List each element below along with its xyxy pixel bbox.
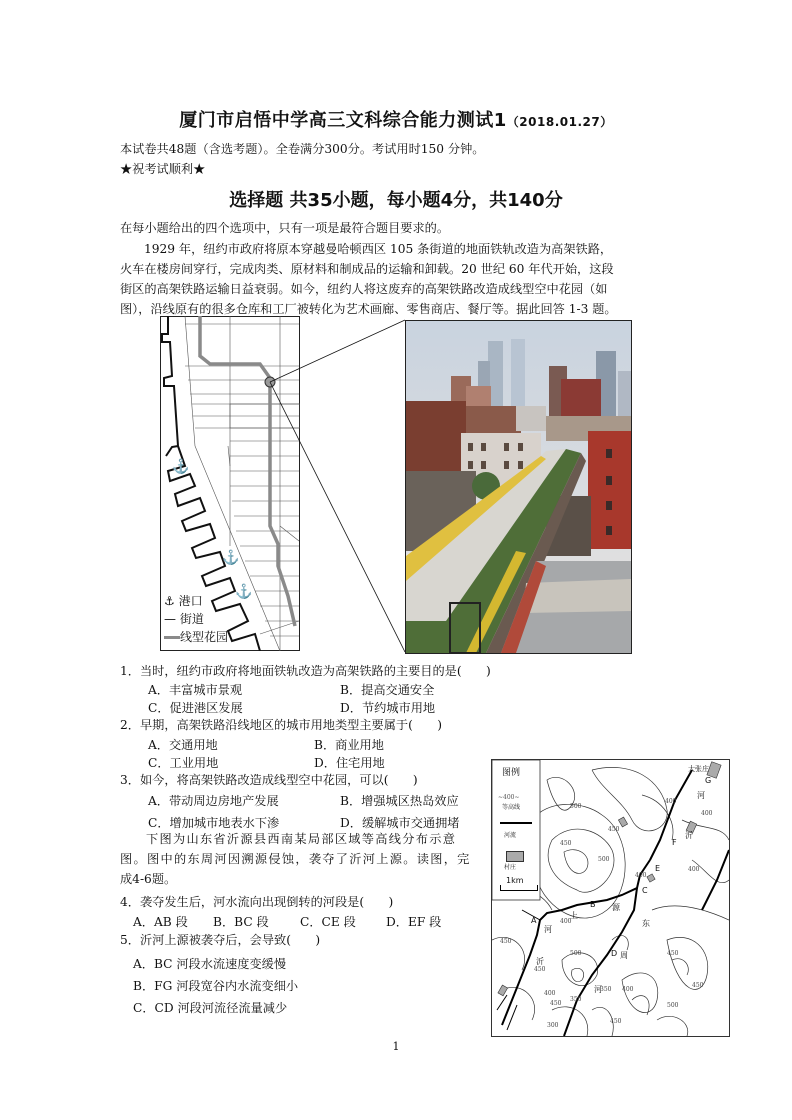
legend-item-port: ⚓ 港口 <box>164 594 203 608</box>
legend-river-label: 河流 <box>504 832 517 839</box>
title-text: 厦门市启悟中学高三文科综合能力测试1 <box>179 110 507 131</box>
contour-label: 450 <box>550 1000 562 1007</box>
section-instruction: 在每小题给出的四个选项中，只有一项是最符合题目要求的。 <box>120 221 450 235</box>
contour-label: 400 <box>665 798 677 805</box>
question-5-stem: 5．沂河上源被袭夺后，会导致( ) <box>120 933 321 947</box>
village-name: 大张庄 <box>688 765 709 773</box>
contour-map-svg <box>492 760 729 1036</box>
point-b: B <box>590 900 596 909</box>
point-f: F <box>672 838 677 847</box>
question-3-option-b[interactable]: B．增强城区热岛效应 <box>340 794 459 808</box>
question-2-option-a[interactable]: A．交通用地 <box>148 738 218 752</box>
contour-label: 400 <box>635 872 647 879</box>
point-d: D <box>611 949 618 958</box>
contour-label: 500 <box>570 803 582 810</box>
contour-label: 350 <box>600 986 612 993</box>
contour-label: 450 <box>608 826 620 833</box>
high-line-photo <box>405 320 632 654</box>
legend-title: 图例 <box>502 768 521 778</box>
question-3-option-d[interactable]: D．缓解城市交通拥堵 <box>340 816 460 830</box>
contour-label: 450 <box>500 938 512 945</box>
passage-2-line: 成4-6题。 <box>120 872 177 886</box>
contour-label: 400 <box>701 810 713 817</box>
street-line-icon: — <box>164 612 176 626</box>
river-label: 东 <box>642 919 650 928</box>
question-2-option-b[interactable]: B．商业用地 <box>314 738 384 752</box>
river-label: 沂 <box>685 831 693 840</box>
title-date: （2018.01.27） <box>506 115 613 129</box>
question-5-option-b[interactable]: B．FG 河段宽谷内水流变细小 <box>133 979 299 993</box>
photo-illustration <box>406 321 631 653</box>
river-icon <box>500 822 532 824</box>
contour-label: 450 <box>534 966 546 973</box>
point-c: C <box>642 886 648 895</box>
river-label: 周 <box>620 951 628 960</box>
legend-village-label: 村庄 <box>504 864 517 871</box>
question-1-option-b[interactable]: B．提高交通安全 <box>340 683 435 697</box>
exam-info: 本试卷共48题（含选考题）。全卷满分300分。考试用时150 分钟。 <box>120 142 485 156</box>
contour-icon: ~400~ <box>498 794 520 801</box>
question-4-option-d[interactable]: D．EF 段 <box>386 915 442 929</box>
passage-2-line: 下图为山东省沂源县西南某局部区域等高线分布示意 <box>146 832 457 846</box>
contour-label: 300 <box>547 1022 559 1029</box>
passage-1 <box>120 239 680 319</box>
question-2-option-c[interactable]: C．工业用地 <box>148 756 219 770</box>
section-title: 选择题 共35小题，每小题4分，共140分 <box>229 190 563 211</box>
svg-text:⚓: ⚓ <box>235 584 253 600</box>
point-a: A <box>531 916 537 925</box>
svg-text:⚓: ⚓ <box>172 459 190 475</box>
garden-line-icon <box>164 636 180 639</box>
contour-label: 350 <box>570 996 582 1003</box>
river-label: 上 <box>570 911 578 920</box>
contour-map <box>491 759 730 1037</box>
anchor-icon: ⚓ <box>164 594 175 608</box>
contour-label: 500 <box>598 856 610 863</box>
river-label: 源 <box>612 903 620 912</box>
scale-bar <box>500 885 538 891</box>
exam-wish: ★祝考试顺利★ <box>120 162 206 176</box>
passage-1-line: 火车在楼房间穿行，完成肉类、原材料和制成品的运输和卸载。20 世纪 60 年代开始，这段 <box>120 262 614 276</box>
question-1-option-a[interactable]: A．丰富城市景观 <box>148 683 243 697</box>
passage-1-line: 街区的高架铁路运输日益衰弱。如今，纽约人将这废弃的高架铁路改造成线型空中花园（如 <box>120 282 608 296</box>
contour-label: 450 <box>610 1018 622 1025</box>
question-2-stem: 2．早期，高架铁路沿线地区的城市用地类型主要属于( ) <box>120 718 442 732</box>
page-title <box>0 106 792 132</box>
river-label: 河 <box>544 925 552 934</box>
passage-1-line: 1929 年，纽约市政府将原本穿越曼哈顿西区 105 条街道的地面铁轨改造为高架铁路， <box>144 242 613 256</box>
legend-contour-label: 等高线 <box>502 804 521 811</box>
contour-label: 400 <box>622 986 634 993</box>
village-icon <box>506 851 524 862</box>
question-1-option-d[interactable]: D．节约城市用地 <box>340 701 436 715</box>
question-1-option-c[interactable]: C．促进港区发展 <box>148 701 243 715</box>
contour-label: 400 <box>688 866 700 873</box>
question-2-option-d[interactable]: D．住宅用地 <box>314 756 385 770</box>
contour-label: 400 <box>544 990 556 997</box>
river-label: 河 <box>594 985 602 994</box>
question-4-stem: 4．袭夺发生后，河水流向出现倒转的河段是( ) <box>120 895 394 909</box>
contour-label: 500 <box>667 1002 679 1009</box>
river-label: 河 <box>697 791 705 800</box>
question-3-option-a[interactable]: A．带动周边房地产发展 <box>148 794 279 808</box>
question-4-option-b[interactable]: B．BC 段 <box>213 915 269 929</box>
svg-text:⚓: ⚓ <box>222 550 240 566</box>
scale-label: 1km <box>506 876 524 885</box>
contour-label: 450 <box>560 840 572 847</box>
question-4-option-a[interactable]: A．AB 段 <box>133 915 188 929</box>
river-label: 沂 <box>536 957 544 966</box>
point-g: G <box>705 776 712 785</box>
map-legend <box>164 592 228 646</box>
question-3-stem: 3．如今，将高架铁路改造成线型空中花园，可以( ) <box>120 773 418 787</box>
callout-lines <box>260 316 410 656</box>
contour-label: 400 <box>560 918 572 925</box>
legend-item-street: — 街道 <box>164 612 204 626</box>
point-e: E <box>655 864 661 873</box>
question-5-option-c[interactable]: C．CD 河段河流径流量减少 <box>133 1001 288 1015</box>
contour-label: 450 <box>667 950 679 957</box>
passage-2 <box>120 829 482 889</box>
page-number: 1 <box>392 1040 400 1053</box>
question-3-option-c[interactable]: C．增加城市地表水下渗 <box>148 816 280 830</box>
question-1-stem: 1．当时，纽约市政府将地面铁轨改造为高架铁路的主要目的是( ) <box>120 664 491 678</box>
contour-label: 450 <box>692 982 704 989</box>
passage-1-line: 图），沿线原有的很多仓库和工厂被转化为艺术画廊、零售商店、餐厅等。据此回答 1-3 题。 <box>120 302 617 316</box>
question-4-option-c[interactable]: C．CE 段 <box>300 915 356 929</box>
passage-2-line: 图。图中的东周河因溯源侵蚀，袭夺了沂河上源。读图，完 <box>120 852 471 866</box>
question-5-option-a[interactable]: A．BC 河段水流速度变缓慢 <box>133 957 287 971</box>
legend-item-garden: 线型花园 <box>164 628 228 646</box>
contour-label: 500 <box>570 950 582 957</box>
